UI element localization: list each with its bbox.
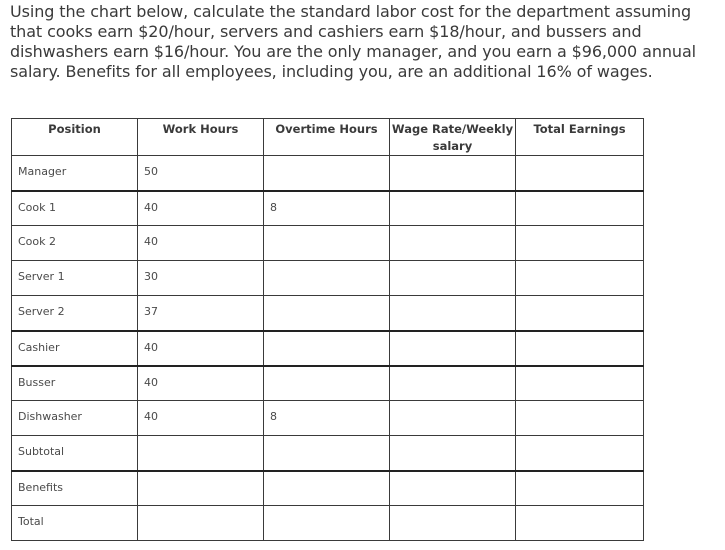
table-row xyxy=(12,191,644,226)
table-row xyxy=(12,226,644,261)
cell-wage-rate xyxy=(390,331,516,366)
cell-wage-rate xyxy=(390,296,516,331)
cell-overtime-hours xyxy=(264,366,390,401)
cell-position: Server 1 xyxy=(12,261,138,296)
cell-overtime-hours xyxy=(264,436,390,471)
cell-wage-rate xyxy=(390,506,516,541)
table-header-row xyxy=(12,119,644,156)
cell-total-earnings xyxy=(516,331,644,366)
cell-wage-rate xyxy=(390,471,516,506)
header-wage-rate: Wage Rate/Weekly salary xyxy=(390,119,516,156)
cell-work-hours: 40 xyxy=(138,226,264,261)
cell-wage-rate xyxy=(390,156,516,191)
cell-wage-rate xyxy=(390,401,516,436)
cell-overtime-hours xyxy=(264,471,390,506)
cell-overtime-hours xyxy=(264,156,390,191)
cell-work-hours: 40 xyxy=(138,401,264,436)
cell-wage-rate xyxy=(390,436,516,471)
cell-overtime-hours: 8 xyxy=(264,191,390,226)
cell-total-earnings xyxy=(516,226,644,261)
cell-position: Total xyxy=(12,506,138,541)
cell-total-earnings xyxy=(516,401,644,436)
question-text: Using the chart below, calculate the standard labor cost for the department assuming that cooks earn $20/hour, servers and cashiers earn $18/hour, and bussers and dishwashers earn $16/hour. You are the only manager, and you earn a $96,000 annual salary. Benefits for all employees, including you, are an additional 16% of wages. xyxy=(10,2,696,81)
table-row xyxy=(12,436,644,471)
cell-overtime-hours: 8 xyxy=(264,401,390,436)
cell-position: Subtotal xyxy=(12,436,138,471)
labor-cost-table xyxy=(11,118,644,541)
cell-overtime-hours xyxy=(264,226,390,261)
cell-position: Manager xyxy=(12,156,138,191)
cell-work-hours: 40 xyxy=(138,366,264,401)
cell-work-hours xyxy=(138,436,264,471)
table-row xyxy=(12,471,644,506)
cell-wage-rate xyxy=(390,191,516,226)
cell-wage-rate xyxy=(390,366,516,401)
cell-work-hours xyxy=(138,506,264,541)
cell-work-hours: 40 xyxy=(138,191,264,226)
table-row xyxy=(12,506,644,541)
cell-work-hours: 40 xyxy=(138,331,264,366)
cell-work-hours: 50 xyxy=(138,156,264,191)
header-overtime-hours: Overtime Hours xyxy=(264,119,390,156)
cell-total-earnings xyxy=(516,366,644,401)
cell-position: Server 2 xyxy=(12,296,138,331)
table-row xyxy=(12,366,644,401)
table-row xyxy=(12,331,644,366)
cell-total-earnings xyxy=(516,191,644,226)
cell-total-earnings xyxy=(516,506,644,541)
cell-overtime-hours xyxy=(264,331,390,366)
table-row xyxy=(12,156,644,191)
cell-work-hours: 37 xyxy=(138,296,264,331)
table-row xyxy=(12,296,644,331)
cell-total-earnings xyxy=(516,436,644,471)
cell-total-earnings xyxy=(516,156,644,191)
cell-wage-rate xyxy=(390,261,516,296)
cell-position: Cashier xyxy=(12,331,138,366)
cell-wage-rate xyxy=(390,226,516,261)
table-row xyxy=(12,261,644,296)
cell-overtime-hours xyxy=(264,296,390,331)
cell-work-hours xyxy=(138,471,264,506)
cell-total-earnings xyxy=(516,261,644,296)
cell-position: Cook 1 xyxy=(12,191,138,226)
cell-position: Benefits xyxy=(12,471,138,506)
cell-work-hours: 30 xyxy=(138,261,264,296)
table-row xyxy=(12,401,644,436)
cell-position: Dishwasher xyxy=(12,401,138,436)
cell-position: Cook 2 xyxy=(12,226,138,261)
header-total-earnings: Total Earnings xyxy=(516,119,644,156)
cell-total-earnings xyxy=(516,296,644,331)
cell-position: Busser xyxy=(12,366,138,401)
header-position: Position xyxy=(12,119,138,156)
cell-overtime-hours xyxy=(264,506,390,541)
cell-total-earnings xyxy=(516,471,644,506)
cell-overtime-hours xyxy=(264,261,390,296)
header-work-hours: Work Hours xyxy=(138,119,264,156)
